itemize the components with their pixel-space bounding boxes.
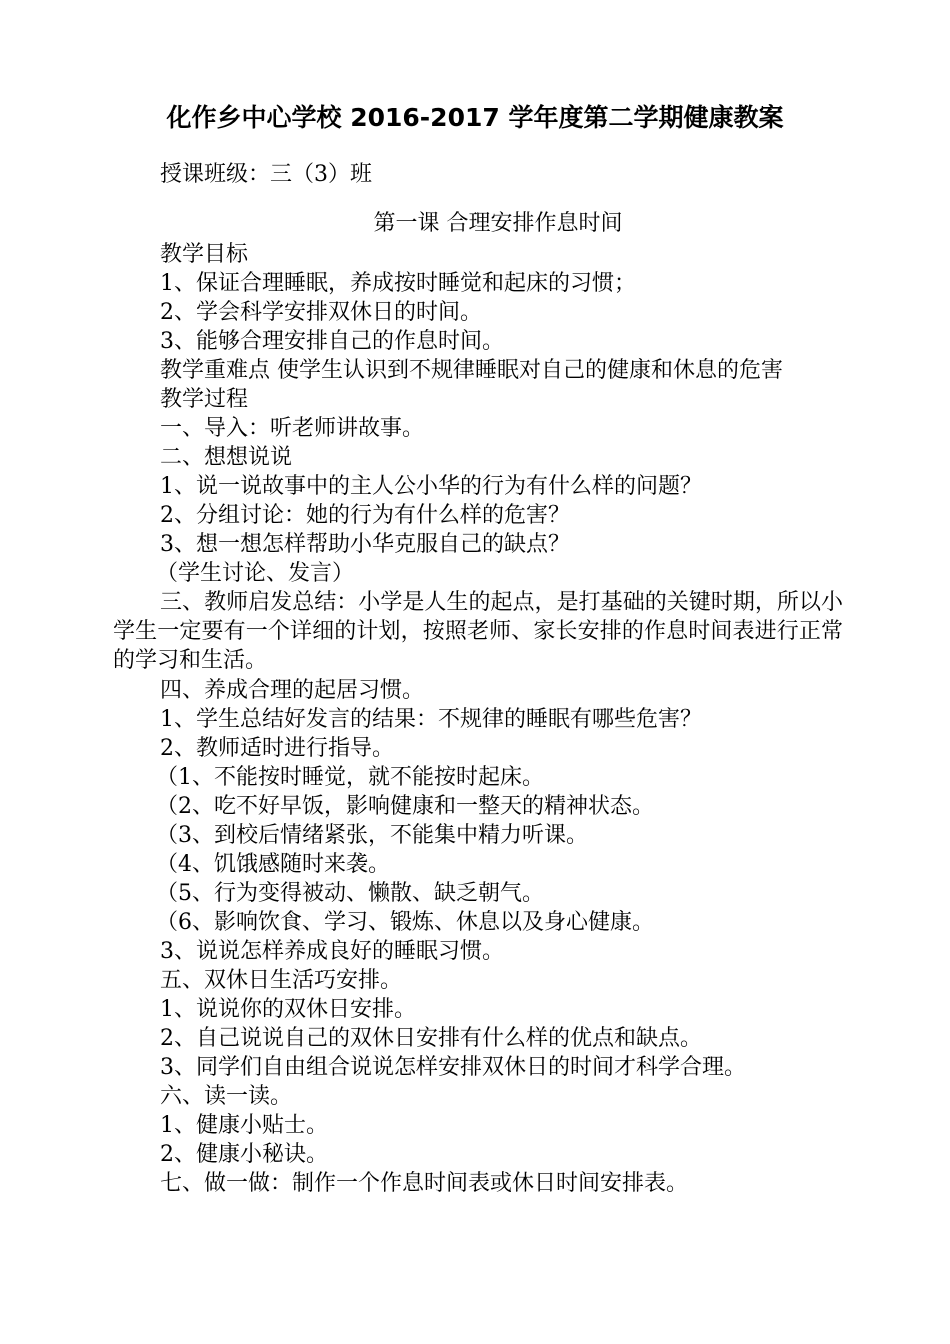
text-line: 六、读一读。 (160, 1084, 293, 1109)
text-line: 1、保证合理睡眠，养成按时睡觉和起床的习惯； (160, 271, 636, 296)
text-line: 二、想想说说 (160, 445, 293, 470)
section-heading-process: 教学过程 (160, 387, 249, 412)
text-line: 1、说一说故事中的主人公小华的行为有什么样的问题？ (160, 474, 702, 499)
text-line: （学生讨论、发言） (156, 561, 355, 586)
text-line: 2、分组讨论：她的行为有什么样的危害？ (160, 503, 570, 528)
text-line: 五、双休日生活巧安排。 (160, 968, 403, 993)
summary-paragraph: 三、教师启发总结：小学是人生的起点，是打基础的关键时期，所以小学生一定要有一个详细的计划，按照老师、家长安排的作息时间表进行正常的学习和生活。 (113, 590, 843, 673)
text-line: （5、行为变得被动、懒散、缺乏朝气。 (156, 881, 544, 906)
text-line: （6、影响饮食、学习、锻炼、休息以及身心健康。 (156, 910, 654, 935)
text-line: 3、想一想怎样帮助小华克服自己的缺点？ (160, 532, 570, 557)
text-line: 一、导入：听老师讲故事。 (160, 416, 425, 441)
lesson-title: 第一课 合理安排作息时间 (373, 211, 623, 236)
text-line: （2、吃不好早饭，影响健康和一整天的精神状态。 (156, 794, 654, 819)
text-line: 2、教师适时进行指导。 (160, 736, 394, 761)
text-line: 2、自己说说自己的双休日安排有什么样的优点和缺点。 (160, 1026, 702, 1051)
text-line: （3、到校后情绪紧张，不能集中精力听课。 (156, 823, 588, 848)
text-line: 1、学生总结好发言的结果：不规律的睡眠有哪些危害？ (160, 707, 702, 732)
lesson-body-part-2 (156, 676, 860, 1198)
class-info: 授课班级：三（3）班 (160, 162, 372, 187)
text-line: 3、同学们自由组合说说怎样安排双休日的时间才科学合理。 (160, 1055, 746, 1080)
text-line: （4、饥饿感随时来袭。 (156, 852, 390, 877)
text-line: 四、养成合理的起居习惯。 (160, 678, 425, 703)
text-line: 3、能够合理安排自己的作息时间。 (160, 329, 504, 354)
lesson-body-part-1 (156, 240, 860, 588)
section-heading-objectives: 教学目标 (160, 242, 249, 267)
text-line: 七、做一做：制作一个作息时间表或休日时间安排表。 (160, 1171, 689, 1196)
text-line: （1、不能按时睡觉，就不能按时起床。 (156, 765, 544, 790)
text-line: 1、说说你的双休日安排。 (160, 997, 416, 1022)
page-title: 化作乡中心学校 2016-2017 学年度第二学期健康教案 (166, 103, 784, 132)
text-line: 3、说说怎样养成良好的睡眠习惯。 (160, 939, 504, 964)
section-heading-key-points: 教学重难点 使学生认识到不规律睡眠对自己的健康和休息的危害 (160, 358, 783, 383)
text-line: 2、学会科学安排双休日的时间。 (160, 300, 482, 325)
text-line: 1、健康小贴士。 (160, 1113, 328, 1138)
text-line: 2、健康小秘诀。 (160, 1142, 328, 1167)
